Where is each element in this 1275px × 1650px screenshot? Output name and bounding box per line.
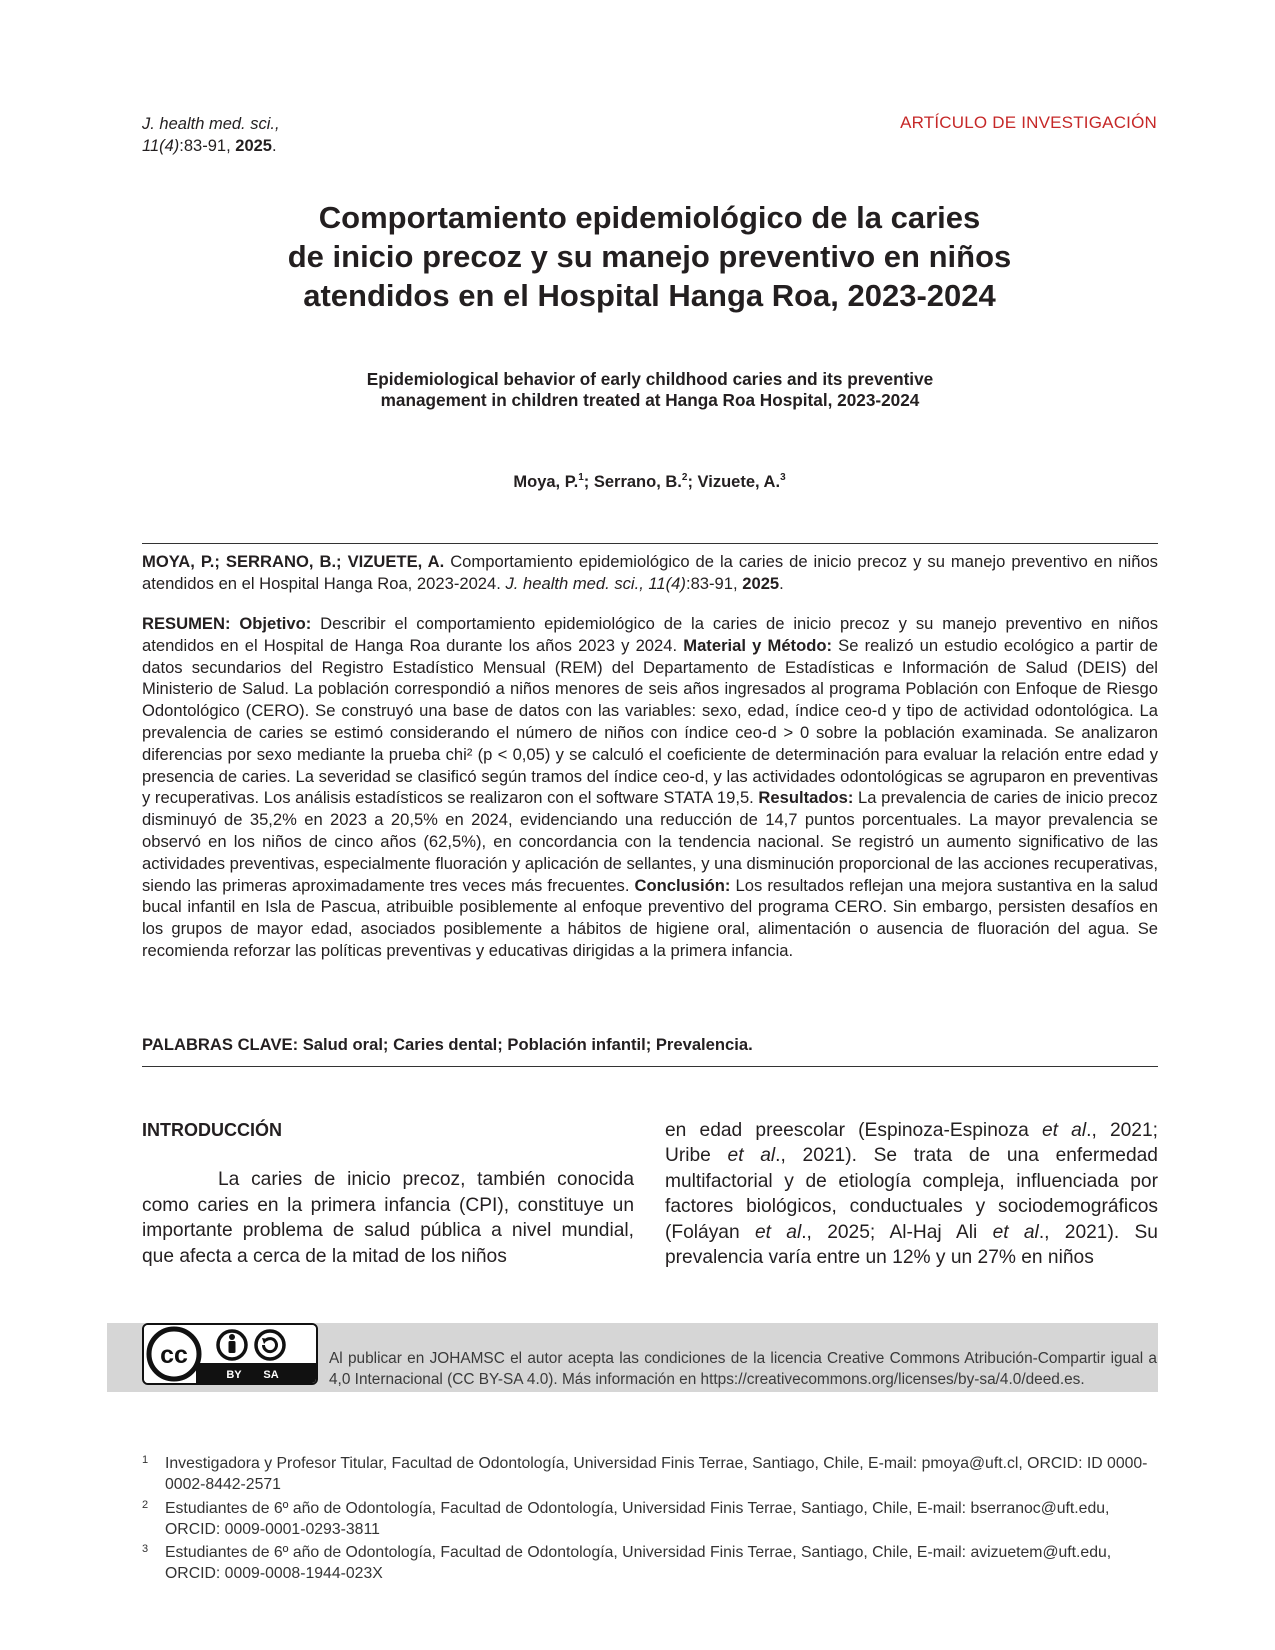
footnote-text: Estudiantes de 6º año de Odontología, Facultad de Odontología, Universidad Finis Terrae, Santiago, Chile, E-mail: avizuetem@uft.edu, ORCID: 0009-0008-1944-023X [165, 1544, 1112, 1582]
citation: MOYA, P.; SERRANO, B.; VIZUETE, A. Comportamiento epidemiológico de la caries de inicio precoz y su manejo preventivo en niños atendidos en el Hospital Hanga Roa, 2023-2024. J. health med. sci., 11(4):83-91, 2025. [142, 552, 1158, 593]
author-name: Vizuete, A. [697, 473, 781, 491]
cc-by-sa-icon [144, 1325, 316, 1383]
cc-glyph: cc [160, 1341, 188, 1369]
keywords: PALABRAS CLAVE: Salud oral; Caries dental; Población infantil; Prevalencia. [142, 1035, 753, 1054]
footnote-text: Investigadora y Profesor Titular, Facultad de Odontología, Universidad Finis Terrae, Santiago, Chile, E-mail: pmoya@uft.cl, ORCID: ID 0000-0002-8442-2571 [165, 1455, 1148, 1493]
bottom-divider [142, 1066, 1158, 1067]
author-list: Moya, P.$^1$; Serrano, B.$^2$; Vizuete, A.$^3$ [513, 472, 786, 491]
sa-label: SA [263, 1369, 279, 1381]
abstract-label: RESUMEN: [142, 614, 231, 633]
journal-reference [142, 113, 280, 157]
footnote-number: 3 [142, 1543, 149, 1555]
intro-right-column: en edad preescolar (Espinoza-Espinoza et al., 2021; Uribe et al., 2021). Se trata de una enfermedad multifactorial y de etiología compleja, influenciada por factores biológicos, conductuales y sociodemográficos (Foláyan et al., 2025; Al-Haj Ali et al., 2021). Su prevalencia varía entre un 12% y un 27% en niños [665, 1120, 1158, 1269]
title-line: atendidos en el Hospital Hanga Roa, 2023-2024 [303, 278, 996, 313]
title-line: de inicio precoz y su manejo preventivo en niños [287, 239, 1012, 274]
section-heading: INTRODUCCIÓN [142, 1120, 282, 1140]
intro-paragraph: La caries de inicio precoz, también conocida como caries en la primera infancia (CPI), constituye un importante problema de salud pública a nivel mundial, que afecta a cerca de la mitad de los niños [142, 1169, 634, 1267]
citation-journal: J. health med. sci., 11(4) [505, 573, 686, 593]
top-divider [142, 543, 1158, 544]
license-text: Al publicar en JOHAMSC el autor acepta las condiciones de la licencia Creative Commons Atribución-Compartir igual a 4,0 Internacional (CC BY-SA 4.0). Más información en https://creativecommons.org/licenses/by-sa/4.0/deed.es. [329, 1350, 1157, 1388]
subtitle-line: management in children treated at Hanga Roa Hospital, 2023-2024 [380, 390, 920, 410]
journal-abbrev: J. health med. sci., [142, 115, 280, 133]
footnote [142, 1542, 1158, 1584]
english-title [240, 369, 1060, 411]
title-line: Comportamiento epidemiológico de la caries [318, 200, 981, 235]
footnote-number: 1 [142, 1454, 149, 1466]
cc-license-badge[interactable] [142, 1323, 318, 1385]
author-affiliation: 3 [780, 472, 786, 483]
footnote-number: 2 [142, 1499, 149, 1511]
footnote [142, 1453, 1158, 1495]
subtitle-line: Epidemiological behavior of early childhood caries and its preventive [366, 369, 934, 389]
citation-authors: MOYA, P.; SERRANO, B.; VIZUETE, A. [142, 552, 445, 571]
year-suffix: . [271, 137, 277, 155]
abstract: RESUMEN: Objetivo: Describir el comportamiento epidemiológico de la caries de inicio precoz y su manejo preventivo en niños atendidos en el Hospital de Hanga Roa durante los años 2023 y 2024. Material y Método: Se realizó un estudio ecológico a partir de datos secundarios del Registro Estadístico Mensual (REM) del Departamento de Estadísticas e Información de Salud (DEIS) del Ministerio de Salud. La población correspondió a niños menores de seis años ingresados al programa Población con Enfoque de Riesgo Odontológico (CERO). Se construyó una base de datos con las variables: sexo, edad, índice ceo-d y tipo de actividad odontológica. La prevalencia de caries se estimó considerando el número de niños con índice ceo-d > 0 sobre la población examinada. Se analizaron diferencias por sexo mediante la prueba chi² (p < 0,05) y se calculó el coeficiente de determinación para evaluar la relación entre edad y presencia de caries. La severidad se clasificó según tramos del índice ceo-d, y las actividades odontológicas se agruparon en preventivas y recuperativas. Los análisis estadísticos se realizaron con el software STATA 19,5. Resultados: La prevalencia de caries de inicio precoz disminuyó de 35,2% en 2023 a 20,5% en 2024, evidenciando una reducción de 14,7 puntos porcentuales. La mayor prevalencia se observó en los niños de cinco años (62,5%), en concordancia con la tendencia nacional. Se registró un aumento significativo de las actividades preventivas, especialmente fluoración y aplicación de sellantes, y una disminución proporcional de las acciones recuperativas, siendo las primeras aproximadamente tres veces más frecuentes. Conclusión: Los resultados reflejan una mejora sustantiva en la salud bucal infantil en Isla de Pascua, atribuible posiblemente al enfoque preventivo del programa CERO. Sin embargo, persisten desafíos en los grupos de mayor edad, asociados posiblemente a hábitos de higiene oral, alimentación o ausencia de fluoración del agua. Se recomienda reforzar las políticas preventivas y educativas dirigidas a la primera infancia. [142, 614, 1158, 960]
author-affiliation: 2 [681, 472, 688, 483]
intro-left-column [142, 1118, 634, 1269]
author-affiliation: 1 [578, 472, 584, 483]
by-label: BY [226, 1369, 242, 1381]
section-label: ARTÍCULO DE INVESTIGACIÓN [900, 113, 1157, 132]
article-title [142, 198, 1157, 315]
year: 2025 [235, 137, 272, 155]
author-name: Moya, P. [513, 473, 579, 491]
footnote-text: Estudiantes de 6º año de Odontología, Facultad de Odontología, Universidad Finis Terrae, Santiago, Chile, E-mail: bserranoc@uft.edu, ORCID: 0009-0001-0293-3811 [165, 1500, 1110, 1538]
author-name: Serrano, B. [593, 473, 682, 491]
volume-issue: 11(4) [142, 137, 180, 155]
page-range: :83-91, [179, 137, 231, 155]
footnote [142, 1498, 1158, 1540]
